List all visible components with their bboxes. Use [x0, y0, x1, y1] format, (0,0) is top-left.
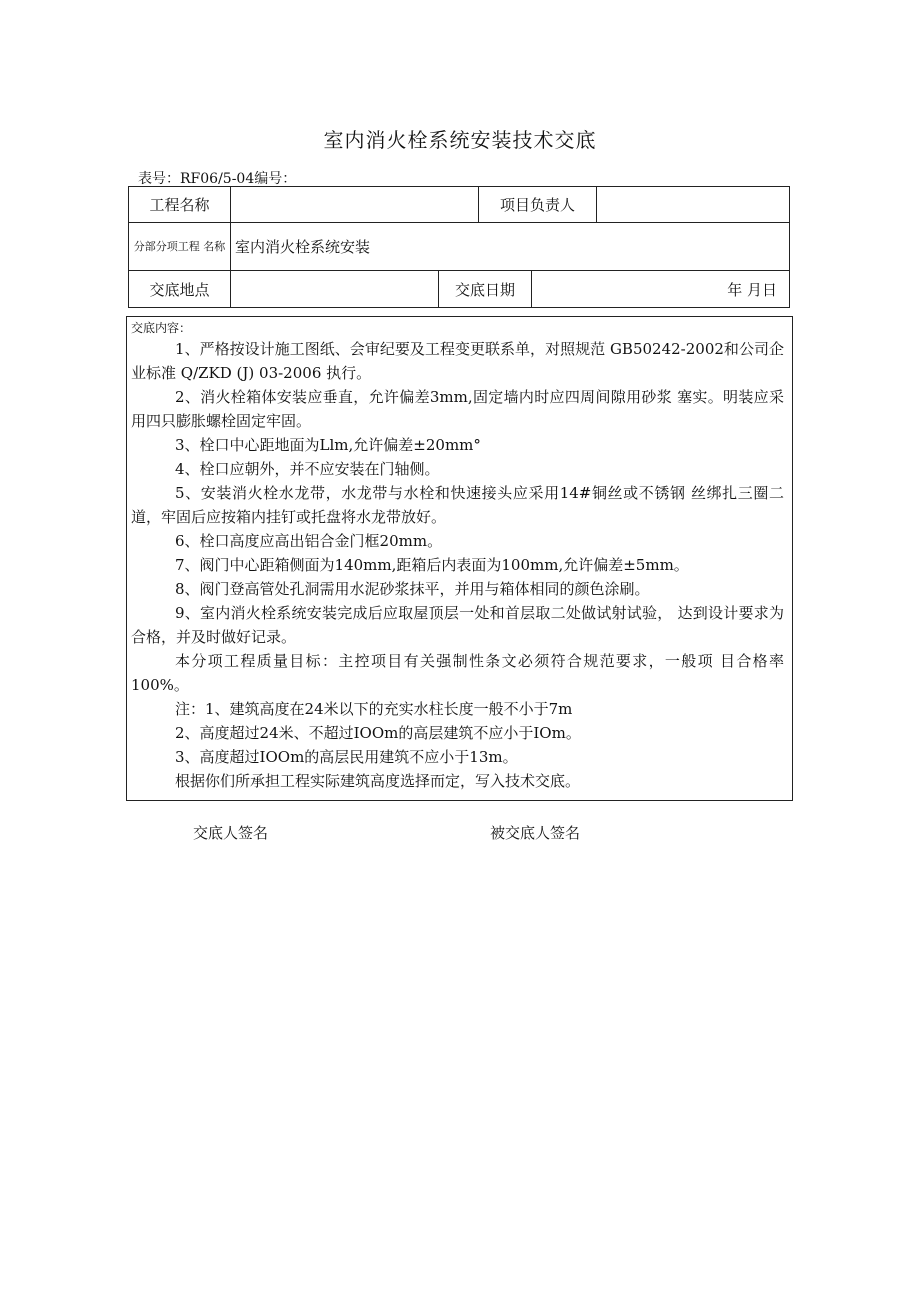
subitem-label: 分部分项工程 名称 — [129, 223, 231, 270]
content-paragraph: 注：1、建筑高度在24米以下的充实水柱长度一般不小于7m — [175, 700, 573, 718]
location-field[interactable] — [231, 271, 439, 307]
project-name-field[interactable] — [231, 187, 479, 222]
content-box — [126, 316, 793, 801]
content-heading: 交底内容： — [131, 321, 192, 335]
content-paragraph: 8、阀门登高管处孔洞需用水泥砂浆抹平，并用与箱体相同的颜色涂刷。 — [175, 580, 650, 598]
date-label: 交底日期 — [439, 271, 532, 307]
content-paragraph: 3、高度超过IOOm的高层民用建筑不应小于13m。 — [175, 748, 518, 766]
info-table — [128, 186, 790, 308]
content-paragraph: 6、栓口高度应高出铝合金门框20mm。 — [175, 532, 443, 550]
content-paragraph: 2、消火栓箱体安装应垂直，允许偏差3mm,固定墙内时应四周间隙用砂浆 塞实。明装应采用四只膨胀螺栓固定牢固。 — [131, 388, 784, 430]
content-paragraph: 本分项工程质量目标：主控项目有关强制性条文必须符合规范要求，一般项 目合格率100%。 — [131, 652, 784, 694]
content-paragraph: 3、栓口中心距地面为Llm,允许偏差±20mm° — [175, 436, 481, 454]
location-label: 交底地点 — [129, 271, 231, 307]
table-row-subitem — [129, 223, 789, 271]
table-row-location — [129, 271, 789, 307]
manager-field[interactable] — [597, 187, 789, 222]
content-paragraph: 2、高度超过24米、不超过IOOm的高层建筑不应小于IOm。 — [175, 724, 581, 742]
manager-label: 项目负责人 — [479, 187, 597, 222]
content-paragraph: 4、栓口应朝外，并不应安装在门轴侧。 — [175, 460, 440, 478]
content-paragraph: 9、室内消火栓系统安装完成后应取屋顶层一处和首层取二处做试射试验， 达到设计要求为合格，并及时做好记录。 — [131, 604, 784, 646]
content-paragraph: 1、严格按设计施工图纸、会审纪要及工程变更联系单，对照规范 GB50242-2002和公司企业标准 Q/ZKD (J) 03-2006 执行。 — [131, 340, 784, 382]
project-name-label: 工程名称 — [129, 187, 231, 222]
table-row-project — [129, 187, 789, 223]
subitem-field[interactable]: 室内消火栓系统安装 — [235, 238, 371, 256]
page-title: 室内消火栓系统安装技术交底 — [323, 128, 597, 152]
giver-signature-label: 交底人签名 — [193, 824, 269, 842]
content-paragraph: 5、安装消火栓水龙带，水龙带与水栓和快速接头应采用14#铜丝或不锈钢 丝绑扎三圈二道，牢固后应按箱内挂钉或托盘将水龙带放好。 — [131, 484, 784, 526]
date-field[interactable]: 年 月日 — [727, 280, 777, 299]
content-paragraph: 根据你们所承担工程实际建筑高度选择而定，写入技术交底。 — [175, 772, 581, 790]
form-number: 表号：RF06/5-04编号： — [138, 171, 297, 187]
content-paragraph: 7、阀门中心距箱侧面为140mm,距箱后内表面为100mm,允许偏差±5mm。 — [175, 556, 689, 574]
receiver-signature-label: 被交底人签名 — [490, 824, 581, 842]
